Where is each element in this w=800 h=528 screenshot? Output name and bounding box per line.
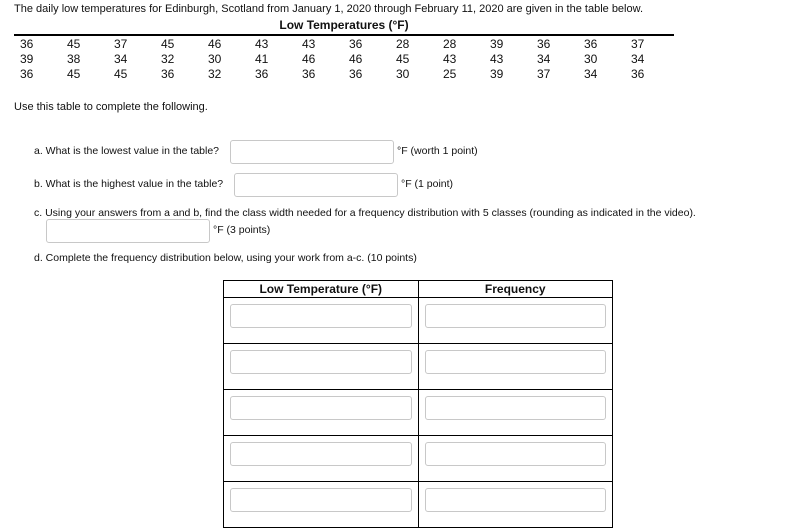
intro-text: The daily low temperatures for Edinburgh, Scotland from January 1, 2020 through February 11, 2020 are given in the table below. bbox=[14, 3, 644, 15]
table-row bbox=[224, 344, 613, 390]
temperature-cell: 32 bbox=[208, 67, 222, 81]
table-cell bbox=[418, 390, 612, 436]
table-cell bbox=[418, 482, 612, 528]
temperature-cell: 36 bbox=[349, 37, 363, 51]
frequency-input[interactable] bbox=[425, 396, 606, 420]
temperature-cell: 45 bbox=[67, 67, 81, 81]
temperature-cell: 25 bbox=[443, 67, 457, 81]
table-cell bbox=[224, 436, 419, 482]
temperature-cell: 30 bbox=[208, 52, 222, 66]
temperature-cell: 43 bbox=[255, 37, 269, 51]
temperature-cell: 36 bbox=[20, 67, 34, 81]
temperature-cell: 43 bbox=[490, 52, 504, 66]
table-cell bbox=[224, 482, 419, 528]
temperature-cell: 38 bbox=[67, 52, 81, 66]
class-width-input[interactable] bbox=[46, 219, 210, 243]
temperature-cell: 36 bbox=[161, 67, 175, 81]
temperature-table bbox=[14, 18, 674, 82]
class-range-input[interactable] bbox=[230, 350, 412, 374]
temperature-cell: 36 bbox=[349, 67, 363, 81]
table-row bbox=[224, 390, 613, 436]
table-row bbox=[224, 298, 613, 344]
lowest-value-input[interactable] bbox=[230, 140, 394, 164]
temperature-cell: 37 bbox=[537, 67, 551, 81]
temperature-cell: 32 bbox=[161, 52, 175, 66]
temperature-cell: 39 bbox=[490, 37, 504, 51]
table-row bbox=[224, 482, 613, 528]
temperature-cell: 46 bbox=[349, 52, 363, 66]
table-cell bbox=[418, 436, 612, 482]
temperature-cell: 43 bbox=[302, 37, 316, 51]
temperature-cell: 36 bbox=[255, 67, 269, 81]
temperature-cell: 34 bbox=[537, 52, 551, 66]
temperature-grid bbox=[14, 37, 674, 82]
temperature-cell: 45 bbox=[396, 52, 410, 66]
table-cell bbox=[224, 344, 419, 390]
temperature-cell: 41 bbox=[255, 52, 269, 66]
temperature-cell: 36 bbox=[584, 37, 598, 51]
table-divider bbox=[14, 34, 674, 36]
table-cell bbox=[224, 298, 419, 344]
table-cell bbox=[224, 390, 419, 436]
class-range-input[interactable] bbox=[230, 304, 412, 328]
frequency-input[interactable] bbox=[425, 350, 606, 374]
temperature-cell: 39 bbox=[20, 52, 34, 66]
temperature-cell: 45 bbox=[114, 67, 128, 81]
question-a-label: a. What is the lowest value in the table? bbox=[34, 145, 220, 157]
class-range-input[interactable] bbox=[230, 396, 412, 420]
temperature-cell: 28 bbox=[443, 37, 457, 51]
highest-value-input[interactable] bbox=[234, 173, 398, 197]
question-c-unit: °F (3 points) bbox=[213, 224, 271, 236]
class-range-input[interactable] bbox=[230, 442, 412, 466]
frequency-input[interactable] bbox=[425, 488, 606, 512]
temperature-cell: 36 bbox=[537, 37, 551, 51]
question-c-label: c. Using your answers from a and b, find the class width needed for a frequency distribution with 5 classes (rounding as indicated in the video). bbox=[34, 207, 696, 219]
temperature-cell: 45 bbox=[161, 37, 175, 51]
table-cell bbox=[418, 298, 612, 344]
frequency-input[interactable] bbox=[425, 442, 606, 466]
temperature-cell: 36 bbox=[631, 67, 645, 81]
temperature-cell: 36 bbox=[302, 67, 316, 81]
temperature-cell: 36 bbox=[20, 37, 34, 51]
temperature-cell: 45 bbox=[67, 37, 81, 51]
temperature-cell: 37 bbox=[631, 37, 645, 51]
question-b-label: b. What is the highest value in the table? bbox=[34, 178, 224, 190]
temperature-cell: 30 bbox=[584, 52, 598, 66]
temperature-cell: 43 bbox=[443, 52, 457, 66]
frequency-header: Frequency bbox=[418, 281, 612, 298]
temperature-cell: 30 bbox=[396, 67, 410, 81]
temperature-cell: 46 bbox=[302, 52, 316, 66]
temperature-cell: 28 bbox=[396, 37, 410, 51]
temperature-cell: 37 bbox=[114, 37, 128, 51]
table-row bbox=[224, 436, 613, 482]
temperature-cell: 34 bbox=[114, 52, 128, 66]
class-range-input[interactable] bbox=[230, 488, 412, 512]
question-b-unit: °F (1 point) bbox=[401, 178, 454, 190]
temperature-cell: 46 bbox=[208, 37, 222, 51]
frequency-table bbox=[223, 280, 613, 528]
temperature-cell: 39 bbox=[490, 67, 504, 81]
temperature-cell: 34 bbox=[584, 67, 598, 81]
question-a-unit: °F (worth 1 point) bbox=[397, 145, 478, 157]
temperature-cell: 34 bbox=[631, 52, 645, 66]
frequency-input[interactable] bbox=[425, 304, 606, 328]
table-cell bbox=[418, 344, 612, 390]
question-d-label: d. Complete the frequency distribution below, using your work from a-c. (10 points) bbox=[34, 252, 417, 264]
temperature-table-title: Low Temperatures (°F) bbox=[279, 18, 409, 32]
instruction-text: Use this table to complete the following. bbox=[14, 101, 208, 113]
low-temperature-header: Low Temperature (°F) bbox=[224, 281, 419, 298]
